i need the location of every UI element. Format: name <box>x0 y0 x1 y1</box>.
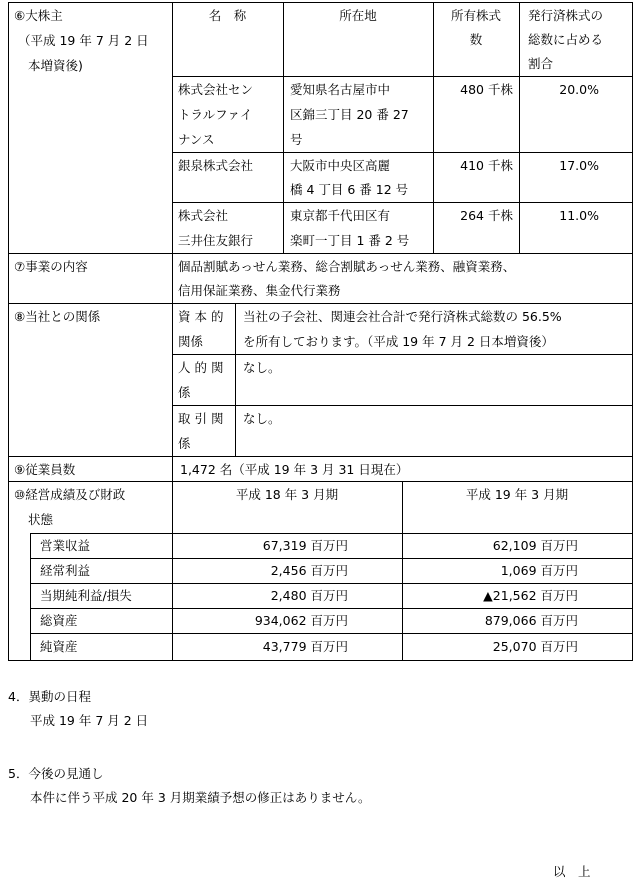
shareholder-name: 三井住友銀行 <box>178 233 254 248</box>
shareholder-address: 東京都千代田区有 <box>290 208 391 223</box>
divider <box>283 2 284 253</box>
column-header-ratio: 発行済株式の <box>528 8 604 23</box>
financial-value: 879,066 百万円 <box>484 613 578 628</box>
section-body: 平成 19 年 7 月 2 日 <box>30 713 149 728</box>
financial-value: 2,480 百万円 <box>270 588 348 603</box>
financial-item: 営業収益 <box>40 538 91 553</box>
relation-capital-text: 当社の子会社、関連会社合計で発行済株式総数の 56.5% <box>243 309 562 324</box>
relation-trade-value: なし。 <box>243 411 281 426</box>
business-label: ⑦事業の内容 <box>14 259 88 274</box>
shareholder-address: 号 <box>290 132 303 147</box>
column-header-shares: 数 <box>469 32 483 47</box>
column-header-ratio: 総数に占める <box>528 32 604 47</box>
employees-value: 1,472 名（平成 19 年 3 月 31 日現在） <box>180 462 409 477</box>
section-heading: 4．異動の日程 <box>8 689 91 704</box>
financial-item: 純資産 <box>40 639 78 654</box>
financial-value: 67,319 百万円 <box>262 538 348 553</box>
shareholder-ratio: 11.0% <box>559 208 599 223</box>
shareholder-address: 大阪市中央区高麗 <box>290 158 391 173</box>
section-heading: 5．今後の見通し <box>8 766 104 781</box>
shareholder-shares: 410 千株 <box>460 158 513 173</box>
shareholder-shares: 264 千株 <box>460 208 513 223</box>
section-body: 本件に伴う平成 20 年 3 月期業績予想の修正はありません。 <box>30 790 371 805</box>
financial-item: 経常利益 <box>40 563 91 578</box>
financial-item: 当期純利益/損失 <box>40 588 132 603</box>
shareholder-name: 株式会社セン <box>178 82 254 97</box>
relation-capital-text: を所有しております。（平成 19 年 7 月 2 日本増資後） <box>243 334 554 349</box>
shareholder-ratio: 17.0% <box>559 158 599 173</box>
financials-period-header: 平成 19 年 3 月期 <box>465 487 569 502</box>
shareholder-name: 株式会社 <box>178 208 229 223</box>
shareholder-address: 愛知県名古屋市中 <box>290 82 391 97</box>
divider <box>172 405 632 406</box>
shareholders-note: 本増資後) <box>28 58 83 73</box>
shareholder-ratio: 20.0% <box>559 82 599 97</box>
financials-label: ⑩経営成績及び財政 <box>14 487 126 502</box>
relation-personnel-value: なし。 <box>243 360 281 375</box>
financial-value: 2,456 百万円 <box>270 563 348 578</box>
shareholder-address: 橋 4 丁目 6 番 12 号 <box>290 182 409 197</box>
relation-personnel-label: 係 <box>178 385 191 400</box>
shareholder-shares: 480 千株 <box>460 82 513 97</box>
relation-trade-label: 取 引 関 <box>178 411 224 426</box>
shareholder-address: 区錦三丁目 20 番 27 <box>290 107 409 122</box>
column-header-ratio: 割合 <box>528 56 554 71</box>
business-text: 信用保証業務、集金代行業務 <box>178 283 341 298</box>
relation-label: ⑧当社との関係 <box>14 309 101 324</box>
financial-value: 934,062 百万円 <box>254 613 348 628</box>
employees-label: ⑨従業員数 <box>14 462 76 477</box>
shareholders-note: （平成 19 年 7 月 2 日 <box>18 33 149 48</box>
divider <box>30 533 31 660</box>
column-header-shares: 所有株式 <box>450 8 501 23</box>
financial-value: ▲21,562 百万円 <box>483 588 578 603</box>
financial-item: 総資産 <box>40 613 78 628</box>
relation-capital-label: 関係 <box>178 334 204 349</box>
financial-value: 43,779 百万円 <box>262 639 348 654</box>
shareholder-name: 銀泉株式会社 <box>178 158 254 173</box>
column-header-name: 名 称 <box>208 8 247 23</box>
divider <box>172 354 632 355</box>
financials-label: 状態 <box>28 512 54 527</box>
column-header-address: 所在地 <box>339 8 377 23</box>
table-border-left <box>8 2 9 661</box>
table-border-bottom <box>8 660 632 661</box>
divider <box>235 303 236 456</box>
shareholder-name: ナンス <box>178 132 215 147</box>
divider <box>172 2 173 533</box>
financial-value: 1,069 百万円 <box>500 563 578 578</box>
relation-personnel-label: 人 的 関 <box>178 360 224 375</box>
relation-trade-label: 係 <box>178 436 191 451</box>
relation-capital-label: 資 本 的 <box>178 309 224 324</box>
shareholder-name: トラルファイ <box>178 107 253 122</box>
financials-period-header: 平成 18 年 3 月期 <box>235 487 339 502</box>
shareholder-address: 楽町一丁目 1 番 2 号 <box>290 233 410 248</box>
shareholders-label: ⑥大株主 <box>14 8 63 23</box>
financial-value: 25,070 百万円 <box>492 639 578 654</box>
closing-mark: 以 上 <box>553 864 591 879</box>
financial-value: 62,109 百万円 <box>492 538 578 553</box>
business-text: 個品割賦あっせん業務、総合割賦あっせん業務、融資業務、 <box>178 259 516 274</box>
table-border-right <box>632 2 633 661</box>
